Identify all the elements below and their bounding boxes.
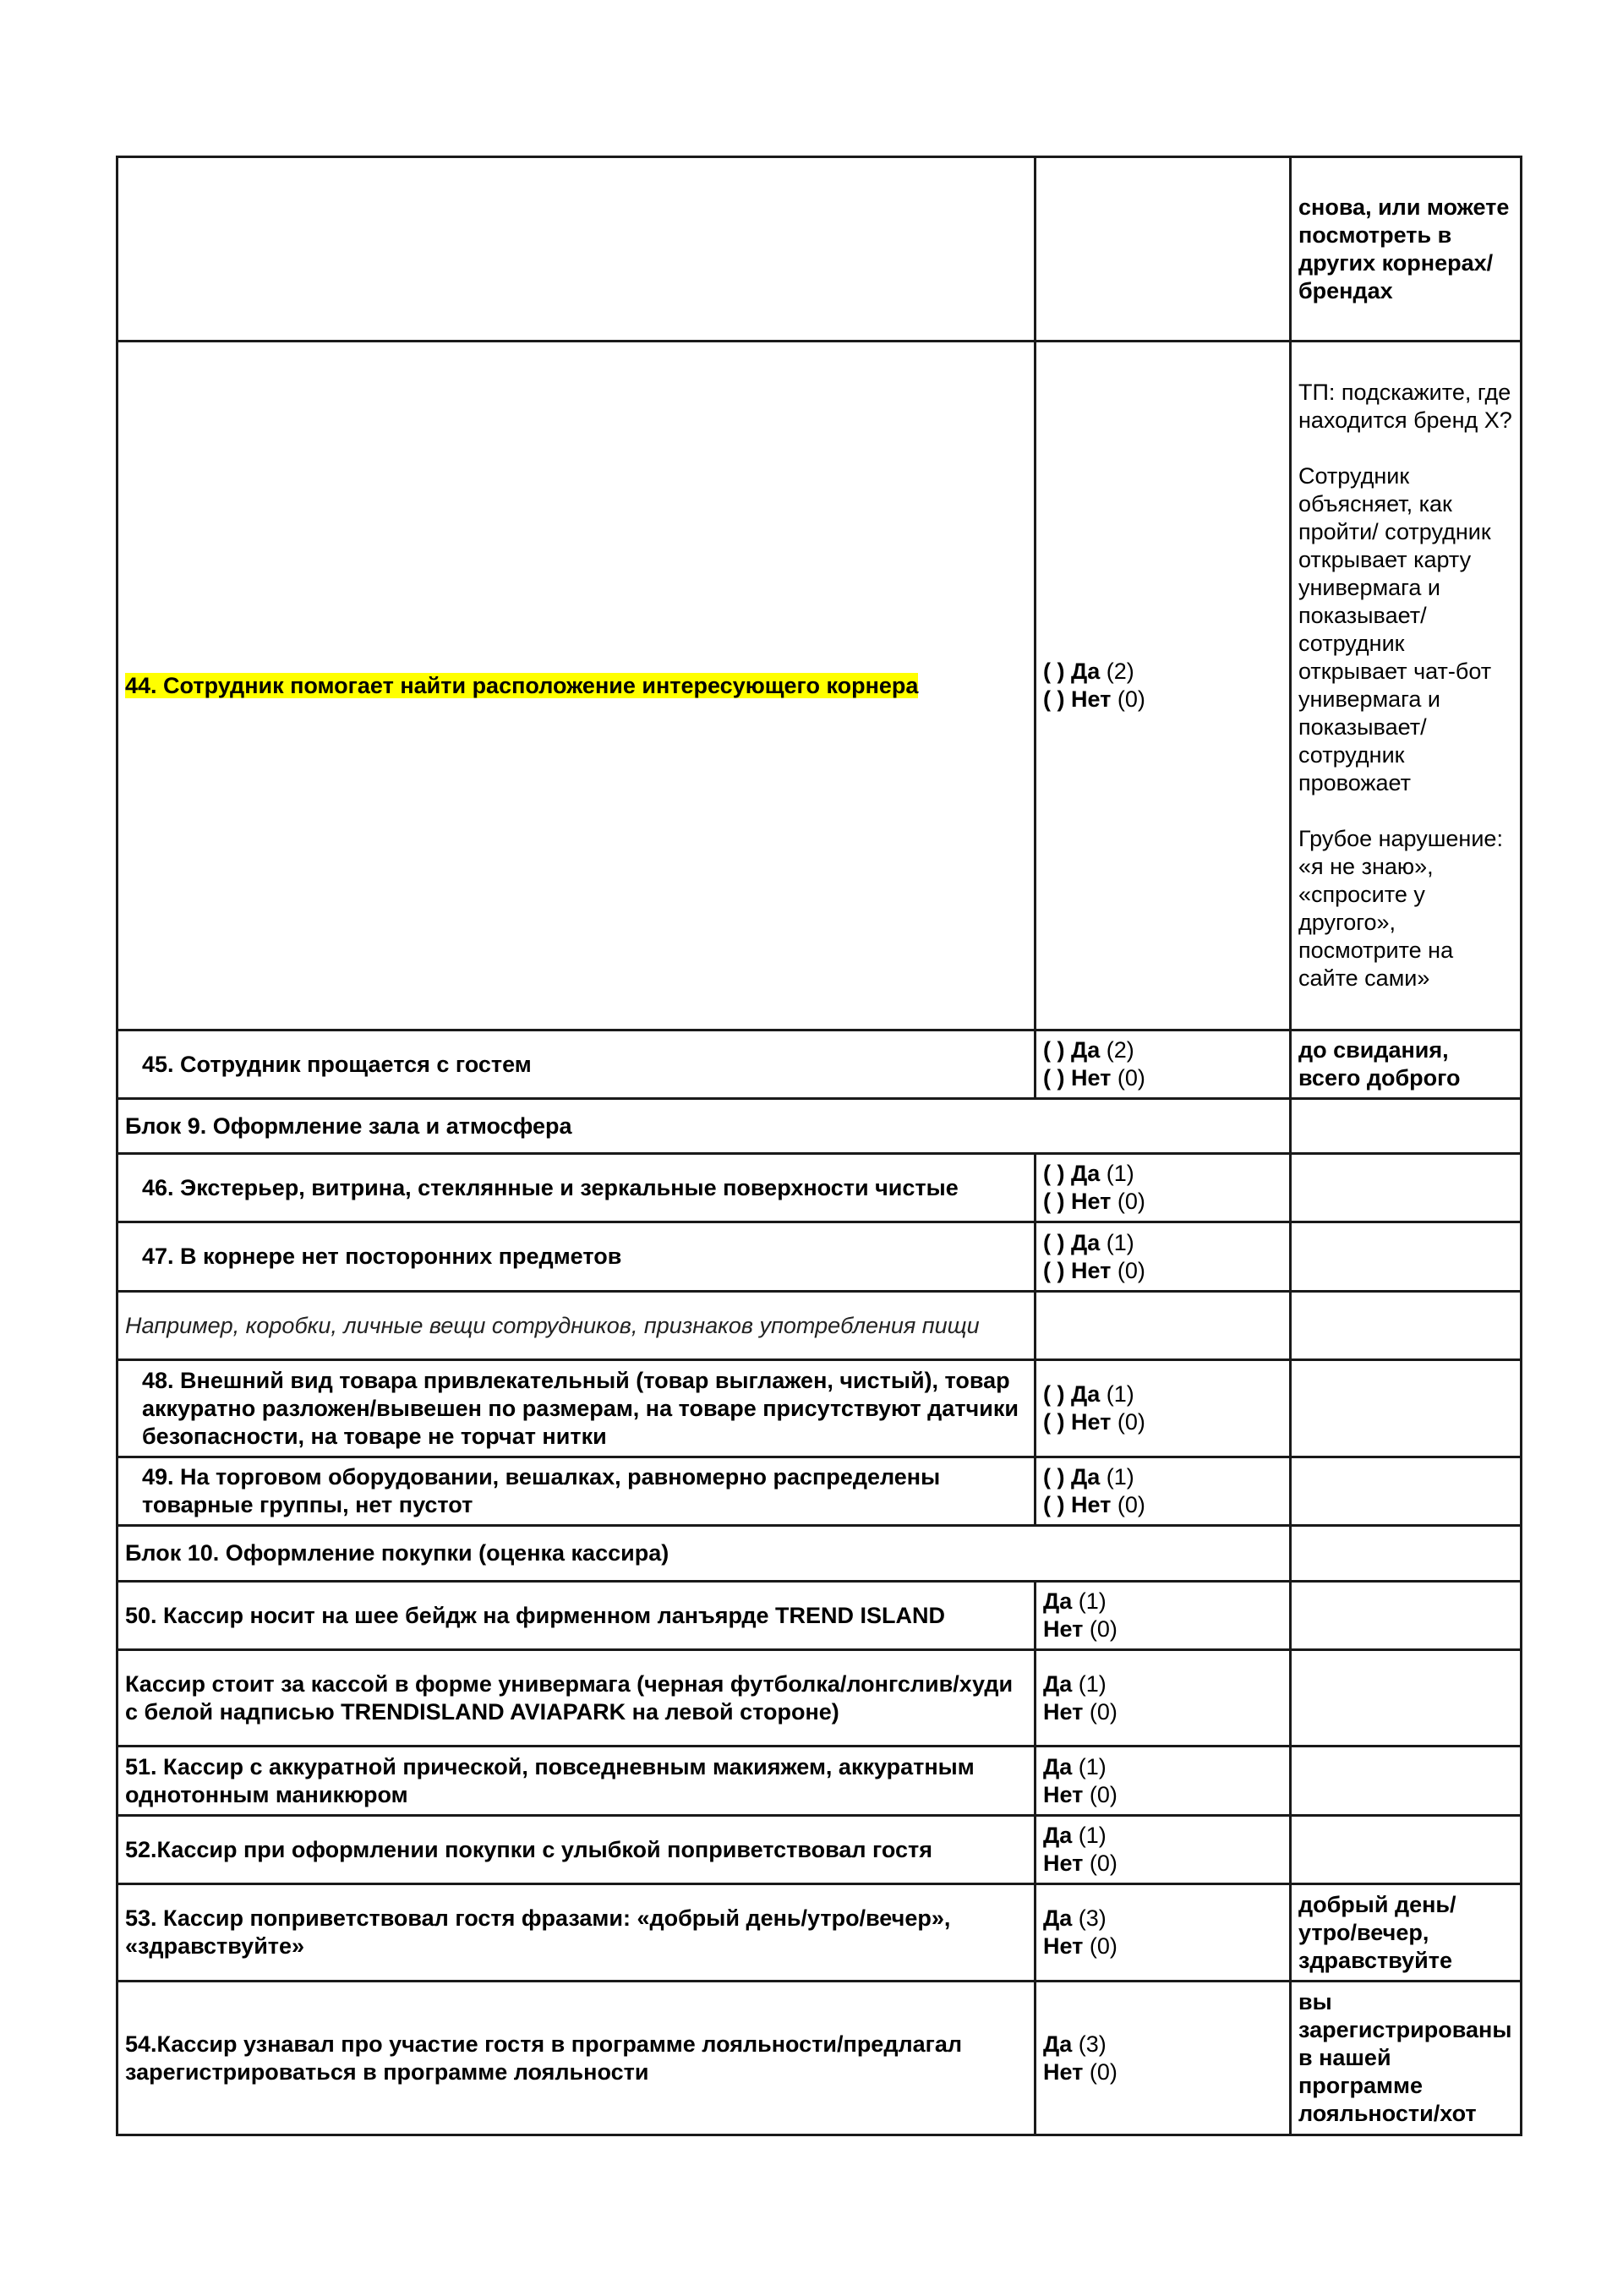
- option-label: Нет: [1043, 1933, 1084, 1959]
- option-label: Нет: [1071, 1492, 1112, 1517]
- comment-paragraph: Сотрудник объясняет, как пройти/ сотрудник открывает карту универмага и показывает/ сотрудник открывает чат-бот универмага и показывает/ сотрудник провожает: [1298, 463, 1492, 795]
- comment-paragraph: ТП: подскажите, где находится бренд Х?: [1298, 380, 1512, 433]
- option-yes[interactable]: [1043, 1229, 1282, 1257]
- option-label: Нет: [1071, 1409, 1112, 1435]
- comment-cell: [1291, 1154, 1522, 1222]
- question-cell: 51. Кассир с аккуратной прической, повседневным макияжем, аккуратным однотонным маникюром: [117, 1747, 1036, 1816]
- comment-cell: снова, или можете посмотреть в других корнерах/брендах: [1291, 157, 1522, 342]
- option-points: (0): [1117, 1189, 1145, 1214]
- option-points: (0): [1117, 1257, 1145, 1283]
- option-yes[interactable]: [1043, 1670, 1282, 1698]
- option-label: Нет: [1043, 1850, 1084, 1876]
- option-no[interactable]: [1043, 1408, 1282, 1436]
- option-yes[interactable]: [1043, 1380, 1282, 1408]
- option-no[interactable]: [1043, 1491, 1282, 1519]
- option-points: (0): [1117, 1492, 1145, 1517]
- radio-mark[interactable]: ( ): [1043, 1065, 1065, 1091]
- option-points: (0): [1089, 1698, 1118, 1725]
- option-points: (3): [1078, 2031, 1107, 2057]
- option-label: Нет: [1043, 1698, 1084, 1725]
- radio-mark[interactable]: ( ): [1043, 1381, 1065, 1407]
- radio-mark[interactable]: ( ): [1043, 1464, 1065, 1490]
- radio-mark[interactable]: ( ): [1043, 1257, 1065, 1283]
- table-row: [117, 1360, 1522, 1457]
- option-label: Да: [1071, 1229, 1101, 1255]
- option-no[interactable]: [1043, 1698, 1282, 1726]
- option-points: (3): [1078, 1905, 1107, 1931]
- comment-cell: [1291, 1816, 1522, 1884]
- option-no[interactable]: [1043, 1064, 1282, 1092]
- question-cell: Кассир стоит за кассой в форме универмага (черная футболка/лонгслив/худи с белой надписью TRENDISLAND AVIAPARK на левой стороне): [117, 1650, 1036, 1747]
- radio-mark[interactable]: ( ): [1043, 686, 1065, 712]
- checklist-table: [116, 156, 1522, 2136]
- options-cell: [1036, 1292, 1291, 1360]
- note-cell: Например, коробки, личные вещи сотрудников, признаков употребления пищи: [117, 1292, 1036, 1360]
- comment-cell: [1291, 1099, 1522, 1154]
- question-cell: 50. Кассир носит на шее бейдж на фирменном ланъярде TREND ISLAND: [117, 1582, 1036, 1650]
- option-label: Да: [1043, 1823, 1073, 1848]
- option-points: (1): [1078, 1588, 1107, 1614]
- option-no[interactable]: [1043, 686, 1282, 713]
- radio-mark[interactable]: ( ): [1043, 1229, 1065, 1255]
- table-row: [117, 1154, 1522, 1222]
- question-cell: 54.Кассир узнавал про участие гостя в программе лояльности/предлагал зарегистрироваться в программе лояльности: [117, 1982, 1036, 2135]
- option-no[interactable]: [1043, 1781, 1282, 1809]
- option-points: (1): [1078, 1753, 1107, 1779]
- comment-cell: [1291, 1582, 1522, 1650]
- option-label: Да: [1071, 659, 1101, 684]
- option-no[interactable]: [1043, 1932, 1282, 1960]
- option-label: Да: [1071, 1464, 1101, 1490]
- option-points: (1): [1078, 1823, 1107, 1848]
- question-cell: 45. Сотрудник прощается с гостем: [117, 1030, 1036, 1099]
- radio-mark[interactable]: ( ): [1043, 1492, 1065, 1517]
- table-row: [117, 1884, 1522, 1982]
- section-title: Блок 10. Оформление покупки (оценка кассира): [117, 1526, 1291, 1582]
- table-row: [117, 1747, 1522, 1816]
- comment-cell: [1291, 1292, 1522, 1360]
- options-cell: [1036, 342, 1291, 1030]
- option-label: Да: [1071, 1161, 1101, 1186]
- question-cell: [117, 342, 1036, 1030]
- option-yes[interactable]: [1043, 1160, 1282, 1188]
- option-points: (2): [1106, 659, 1134, 684]
- options-cell: [1036, 1747, 1291, 1816]
- comment-cell: [1291, 342, 1522, 1030]
- option-yes[interactable]: [1043, 1753, 1282, 1781]
- option-label: Да: [1043, 2031, 1073, 2057]
- question-cell: 49. На торговом оборудовании, вешалках, равномерно распределены товарные группы, нет пустот: [117, 1457, 1036, 1526]
- options-cell: [1036, 1982, 1291, 2135]
- table-row: [117, 1816, 1522, 1884]
- option-points: (1): [1106, 1161, 1134, 1186]
- question-cell: 53. Кассир поприветствовал гостя фразами: «добрый день/утро/вечер», «здравствуйте»: [117, 1884, 1036, 1982]
- question-cell: 48. Внешний вид товара привлекательный (товар выглажен, чистый), товар аккуратно разложен/вывешен по размерам, на товаре присутствуют датчики безопасности, на товаре не торчат нитки: [117, 1360, 1036, 1457]
- option-points: (0): [1089, 1781, 1118, 1807]
- option-label: Да: [1043, 1588, 1073, 1614]
- comment-cell: [1291, 1650, 1522, 1747]
- options-cell: [1036, 1154, 1291, 1222]
- question-cell: 46. Экстерьер, витрина, стеклянные и зеркальные поверхности чистые: [117, 1154, 1036, 1222]
- comment-cell: вы зарегистрированы в нашей программе лояльности/хот: [1291, 1982, 1522, 2135]
- comment-cell: добрый день/утро/вечер, здравствуйте: [1291, 1884, 1522, 1982]
- options-cell: [1036, 1816, 1291, 1884]
- option-points: (0): [1089, 2058, 1118, 2085]
- question-cell: 52.Кассир при оформлении покупки с улыбкой поприветствовал гостя: [117, 1816, 1036, 1884]
- options-cell: [1036, 1030, 1291, 1099]
- options-cell: [1036, 1582, 1291, 1650]
- option-points: (1): [1078, 1670, 1107, 1697]
- option-label: Нет: [1071, 1065, 1112, 1091]
- question-cell: 47. В корнере нет посторонних предметов: [117, 1222, 1036, 1292]
- option-points: (0): [1089, 1850, 1118, 1876]
- option-label: Нет: [1043, 1616, 1084, 1642]
- option-label: Нет: [1043, 1781, 1084, 1807]
- comment-paragraph: Грубое нарушение: «я не знаю», «спросите у другого», посмотрите на сайте сами»: [1298, 826, 1503, 991]
- option-label: Да: [1043, 1753, 1073, 1779]
- option-label: Да: [1071, 1037, 1101, 1063]
- option-label: Нет: [1043, 2058, 1084, 2085]
- comment-cell: [1291, 1747, 1522, 1816]
- option-label: Нет: [1071, 686, 1112, 712]
- options-cell: [1036, 1457, 1291, 1526]
- option-yes[interactable]: [1043, 1905, 1282, 1932]
- section-title: Блок 9. Оформление зала и атмосфера: [117, 1099, 1291, 1154]
- option-no[interactable]: [1043, 1615, 1282, 1643]
- section-header-row: [117, 1099, 1522, 1154]
- option-points: (0): [1117, 686, 1145, 712]
- option-label: Да: [1043, 1905, 1073, 1931]
- option-no[interactable]: [1043, 2058, 1282, 2086]
- option-yes[interactable]: [1043, 1036, 1282, 1064]
- option-points: (0): [1117, 1065, 1145, 1091]
- radio-mark[interactable]: ( ): [1043, 1409, 1065, 1435]
- table-row: [117, 1982, 1522, 2135]
- table-row: [117, 342, 1522, 1030]
- radio-mark[interactable]: ( ): [1043, 1161, 1065, 1186]
- table-row: [117, 1030, 1522, 1099]
- option-label: Нет: [1071, 1189, 1112, 1214]
- table-row: [117, 1582, 1522, 1650]
- options-cell: [1036, 157, 1291, 342]
- table-row: [117, 1222, 1522, 1292]
- table-row: [117, 157, 1522, 342]
- option-yes[interactable]: [1043, 1463, 1282, 1491]
- option-points: (1): [1106, 1229, 1134, 1255]
- comment-cell: [1291, 1526, 1522, 1582]
- option-no[interactable]: [1043, 1850, 1282, 1878]
- options-cell: [1036, 1650, 1291, 1747]
- option-no[interactable]: [1043, 1257, 1282, 1285]
- comment-cell: до свидания, всего доброго: [1291, 1030, 1522, 1099]
- option-label: Да: [1071, 1381, 1101, 1407]
- table-row: [117, 1650, 1522, 1747]
- comment-cell: [1291, 1222, 1522, 1292]
- highlighted-question: 44. Сотрудник помогает найти расположение интересующего корнера: [125, 672, 919, 698]
- option-points: (2): [1106, 1037, 1134, 1063]
- option-points: (0): [1089, 1933, 1118, 1959]
- options-cell: [1036, 1222, 1291, 1292]
- option-points: (1): [1106, 1464, 1134, 1490]
- radio-mark[interactable]: ( ): [1043, 1037, 1065, 1063]
- option-label: Нет: [1071, 1257, 1112, 1283]
- option-yes[interactable]: [1043, 2031, 1282, 2058]
- option-yes[interactable]: [1043, 1822, 1282, 1850]
- option-yes[interactable]: [1043, 1588, 1282, 1615]
- option-label: Да: [1043, 1670, 1073, 1697]
- option-no[interactable]: [1043, 1188, 1282, 1216]
- section-header-row: [117, 1526, 1522, 1582]
- option-points: (1): [1106, 1381, 1134, 1407]
- option-yes[interactable]: [1043, 658, 1282, 686]
- question-cell: [117, 157, 1036, 342]
- option-points: (0): [1089, 1616, 1118, 1642]
- table-row: [117, 1457, 1522, 1526]
- comment-cell: [1291, 1457, 1522, 1526]
- comment-cell: [1291, 1360, 1522, 1457]
- options-cell: [1036, 1884, 1291, 1982]
- radio-mark[interactable]: ( ): [1043, 1189, 1065, 1214]
- options-cell: [1036, 1360, 1291, 1457]
- table-row: [117, 1292, 1522, 1360]
- option-points: (0): [1117, 1409, 1145, 1435]
- radio-mark[interactable]: ( ): [1043, 659, 1065, 684]
